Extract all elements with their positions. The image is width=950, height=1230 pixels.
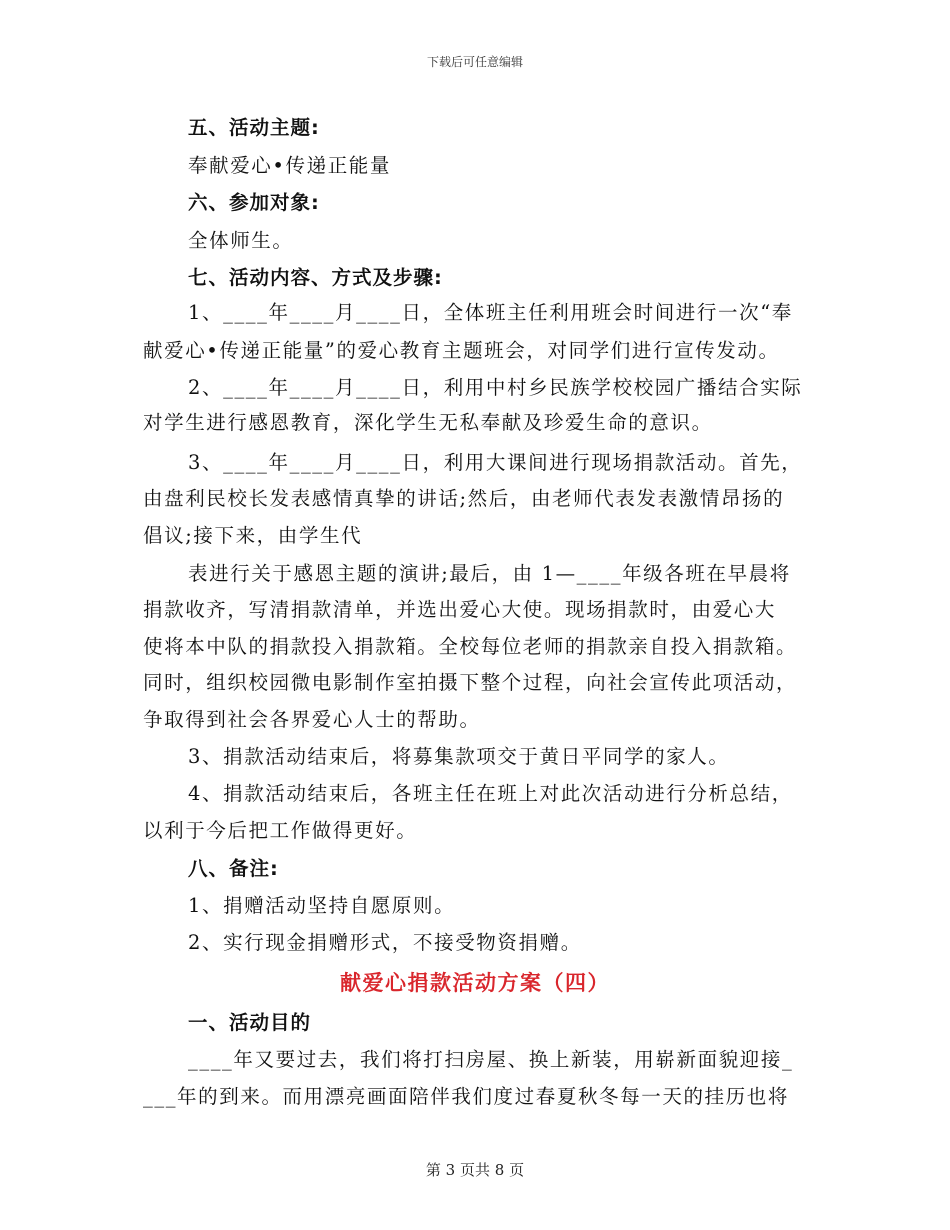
text-line: 表进行关于感恩主题的演讲;最后，由 1—____年级各班在早晨将 [188, 562, 791, 585]
text-line: 奉献爱心•传递正能量 [188, 154, 392, 177]
text-line: 1、____年____月____日，全体班主任利用班会时间进行一次“奉 [188, 301, 793, 324]
heading-participants: 六、参加对象: [188, 191, 320, 214]
text-line: 由盘利民校长发表感情真挚的讲话;然后，由老师代表发表激情昂扬的 [143, 487, 785, 510]
text-line: 对学生进行感恩教育，深化学生无私奉献及珍爱生命的意识。 [143, 411, 713, 434]
heading-notes: 八、备注: [188, 857, 279, 880]
page-header: 下载后可任意编辑 [426, 55, 523, 69]
heading-theme: 五、活动主题: [188, 116, 320, 139]
text-line: 4、捐款活动结束后，各班主任在班上对此次活动进行分析总结， [188, 782, 793, 805]
text-line: 3、捐款活动结束后，将募集款项交于黄日平同学的家人。 [188, 745, 730, 768]
text-line: 同时，组织校园微电影制作室拍摄下整个过程，向社会宣传此项活动， [143, 671, 798, 694]
text-line: 全体师生。 [188, 229, 294, 252]
text-line: 捐款收齐，写清捐款清单，并选出爱心大使。现场捐款时，由爱心大 [143, 598, 777, 621]
text-line: 2、实行现金捐赠形式，不接受物资捐赠。 [188, 931, 582, 954]
heading-content: 七、活动内容、方式及步骤: [188, 266, 443, 289]
text-line: 以利于今后把工作做得更好。 [143, 819, 418, 842]
text-line: 争取得到社会各界爱心人士的帮助。 [143, 708, 481, 731]
text-line: 献爱心•传递正能量”的爱心教育主题班会，对同学们进行宣传发动。 [143, 339, 780, 362]
page-footer: 第 3 页共 8 页 [425, 1161, 525, 1179]
text-line: 3、____年____月____日，利用大课间进行现场捐款活动。首先， [188, 451, 803, 474]
heading-purpose: 一、活动目的 [188, 1011, 312, 1034]
text-line: 倡议;接下来，由学生代 [143, 524, 363, 547]
text-line: 使将本中队的捐款投入捐款箱。全校每位老师的捐款亲自投入捐款箱。 [143, 635, 798, 658]
text-line: ____年又要过去，我们将打扫房屋、换上新装，用崭新面貌迎接_ [188, 1048, 794, 1071]
text-line: 1、捐赠活动坚持自愿原则。 [188, 894, 456, 917]
text-line: ___年的到来。而用漂亮画面陪伴我们度过春夏秋冬每一天的挂历也将 [143, 1085, 789, 1108]
text-line: 2、____年____月____日，利用中村乡民族学校校园广播结合实际 [188, 376, 803, 399]
section-title: 献爱心捐款活动方案（四） [340, 971, 610, 995]
